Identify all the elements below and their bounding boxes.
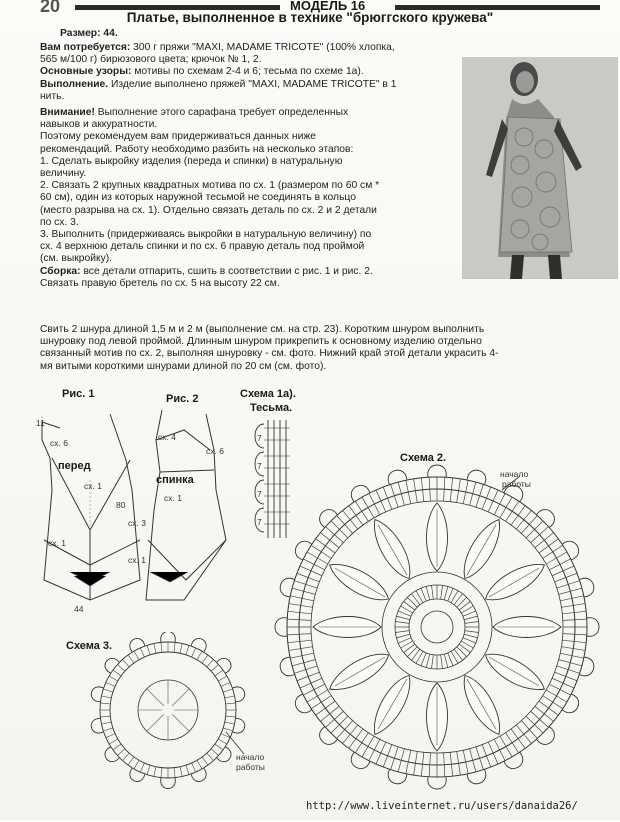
- scheme-3-stitch-mark: [140, 763, 144, 772]
- scheme-3-picot: [90, 718, 103, 735]
- scheme-3-picot: [233, 718, 246, 735]
- size-value: 44.: [103, 28, 118, 39]
- scheme-2-stitch-mark: [476, 484, 483, 507]
- assembly-line-4: шнуровку под левой проймой. Длинным шнуром прикрепить к основному изделию отдельно: [40, 336, 482, 348]
- scheme-3-spoke: [147, 689, 164, 706]
- scheme-3-picot: [217, 747, 234, 765]
- scheme-3-picot: [217, 655, 234, 673]
- scheme-2-stitch-mark: [552, 566, 574, 576]
- execution-text-1: Изделие выполнено пряжей "MAXI, MADAME TRICOTE" в 1: [110, 78, 397, 90]
- scheme-3-stitch-mark: [221, 682, 230, 686]
- scheme-2-stitch-mark: [521, 516, 537, 534]
- figure-1-label: Рис. 1: [62, 388, 95, 400]
- scheme-2-stitch-mark: [539, 701, 558, 715]
- scheme-2-stitch-mark: [391, 747, 398, 770]
- ch1-back-lower: сх. 1: [128, 555, 146, 565]
- scheme-2-inner-stitch: [396, 616, 410, 620]
- scheme-2-inner-stitch: [432, 585, 434, 599]
- scheme-3-stitch-mark: [109, 739, 118, 744]
- body-line: 2. Связать 2 крупных квадратных мотива по сх. 1 (размером по 60 см *: [40, 180, 380, 192]
- scheme-2-stitch-mark: [559, 588, 582, 594]
- scheme-2-stitch-mark: [383, 487, 392, 509]
- scheme-2-start-label: начало: [500, 469, 529, 479]
- scheme-2-stitch-mark: [521, 721, 537, 739]
- scheme-2-inner-stitch: [396, 634, 410, 638]
- scheme-3-stitch-mark: [174, 642, 175, 652]
- scheme-2-stitch-mark: [300, 678, 322, 688]
- scheme-3-stitch-mark: [215, 670, 223, 676]
- scheme-2-stitch-mark: [516, 510, 531, 529]
- body-line: 60 см), один из которых наружной тесьмой не соединять в кольцо: [40, 192, 356, 204]
- patterns-text: мотивы по схемам 2-4 и 6; тесьма по схеме 1а).: [134, 66, 364, 78]
- body-line: (место разрыва на сх. 1). Отдельно связать деталь по сх. 2 и 2 детали: [40, 204, 377, 216]
- scheme-2-stitch-mark: [337, 516, 353, 534]
- scheme-3-stitch-mark: [192, 763, 196, 772]
- scheme-2-stitch-mark: [320, 706, 339, 721]
- scheme-3-stitch-mark: [140, 648, 144, 657]
- scheme-3-stitch-mark: [211, 664, 218, 671]
- materials-text-1: 300 г пряжи "MAXI, MADAME TRICOTE" (100% хлопка,: [133, 42, 395, 53]
- scheme-3-stitch-mark: [128, 655, 134, 663]
- scheme-3-stitch-mark: [117, 749, 124, 756]
- scheme-2-inner-stitch: [441, 585, 443, 599]
- patterns-label: Основные узоры:: [40, 66, 132, 78]
- scheme-3-stitch-mark: [106, 734, 115, 738]
- scheme-2-stitch-mark: [539, 539, 558, 553]
- scheme-2-stitch-mark: [297, 573, 319, 582]
- model-photo: [462, 57, 618, 279]
- scheme-2-stitch-mark: [398, 482, 404, 505]
- attention-text-2: навыков и аккуратности.: [40, 119, 158, 131]
- scheme-2-inner-stitch: [426, 654, 430, 668]
- scheme-2-stitch-mark: [476, 747, 483, 770]
- scheme-2-stitch-mark: [391, 484, 398, 507]
- scheme-2-stitch-mark: [294, 666, 317, 673]
- scheme-2-inner-stitch: [463, 638, 476, 643]
- scheme-2-stitch-mark: [488, 742, 498, 764]
- scheme-2-stitch-mark: [316, 701, 335, 715]
- body-line: 1. Сделать выкройку изделия (переда и спинки) в натуральную: [40, 155, 343, 167]
- scheme-2-stitch-mark: [559, 660, 582, 666]
- scheme-3-stitch-mark: [186, 645, 189, 655]
- scheme-3-stitch-mark: [211, 749, 218, 756]
- scheme-3-stitch-mark: [207, 753, 214, 760]
- body-line: сх. 4 верхнюю деталь спинки и по сх. 6 правую деталь под проймой: [40, 241, 365, 253]
- scheme-3-stitch-mark: [192, 648, 196, 657]
- scheme-3-stitch-mark: [100, 703, 110, 704]
- scheme-2-inner-stitch: [444, 654, 448, 668]
- scheme-2-inner-stitch: [448, 653, 453, 666]
- size-label: Размер:: [60, 28, 101, 39]
- assembly-continued: [40, 324, 615, 373]
- scheme-3-stitch-mark: [174, 768, 175, 778]
- body-line: (см. выкройку).: [40, 253, 113, 265]
- scheme-2-inner-stitch: [444, 586, 448, 600]
- ch1-front-upper: сх. 1: [84, 481, 102, 491]
- dim-80: 80: [116, 500, 126, 510]
- scheme-3-start-label: начало: [236, 752, 265, 762]
- scheme-2-stitch-mark: [531, 527, 549, 543]
- scheme-2-stitch-mark: [320, 533, 339, 548]
- scheme-3-stitch-mark: [147, 765, 150, 775]
- figure-2-label: Рис. 2: [166, 393, 199, 405]
- scheme-3-stitch-mark: [223, 689, 233, 692]
- scheme-2-stitch-mark: [531, 711, 549, 727]
- assembly-line-5: связанный мотив по сх. 2, выполняя шнуровку - см. фото. Нижний край этой детали украсить 4-: [40, 348, 499, 360]
- scheme-2-start-label-2: работы: [502, 479, 531, 489]
- scheme-3-spoke: [172, 689, 189, 706]
- scheme-2-motif-chart: [272, 462, 602, 792]
- size-line: [60, 28, 118, 40]
- scheme-3-stitch-mark: [225, 696, 235, 698]
- scheme-2-stitch-mark: [482, 487, 491, 509]
- braid-count-1: 7: [257, 433, 262, 443]
- scheme-3-stitch-mark: [180, 767, 182, 777]
- scheme-2-inner-stitch: [432, 655, 434, 669]
- scheme-3-stitch-mark: [128, 757, 134, 765]
- scheme-3-stitch-mark: [103, 728, 113, 731]
- scheme-3-stitch-mark: [161, 642, 162, 652]
- scheme-3-stitch-mark: [186, 765, 189, 775]
- scheme-3-title: Схема 3.: [66, 640, 113, 652]
- page-number: 20: [40, 0, 61, 16]
- scheme-2-stitch-mark: [488, 490, 498, 512]
- scheme-1a-title: Схема 1а).: [240, 388, 296, 400]
- scheme-2-stitch-mark: [511, 729, 525, 748]
- ch1-back-upper: сх. 1: [164, 493, 182, 503]
- assembly-line-1: все детали отпарить, сшить в соответствии с рис. 1 и рис. 2.: [83, 265, 373, 277]
- scheme-3-stitch-mark: [202, 757, 208, 765]
- scheme-2-inner-stitch: [426, 586, 430, 600]
- scheme-2-stitch-mark: [343, 510, 358, 529]
- scheme-2-stitch-mark: [482, 745, 491, 767]
- back-label: спинка: [156, 474, 194, 486]
- scheme-3-stitch-mark: [197, 651, 202, 660]
- scheme-3-stitch-mark: [202, 655, 208, 663]
- scheme-3-start-label-2: работы: [236, 762, 265, 772]
- garment-pattern-diagrams: [30, 400, 240, 620]
- model-number: МОДЕЛЬ 16: [290, 0, 366, 13]
- attention-text-1: Выполнение этого сарафана требует определенных: [97, 107, 349, 119]
- scheme-3-motif-chart: [76, 632, 266, 822]
- scheme-2-picot: [587, 618, 599, 637]
- scheme-3-stitch-mark: [226, 716, 236, 717]
- scheme-3-stitch-mark: [226, 703, 236, 704]
- scheme-2-inner-stitch: [398, 638, 411, 643]
- scheme-2-inner-stitch: [464, 616, 478, 620]
- scheme-3-stitch-mark: [154, 767, 156, 777]
- scheme-3-stitch-mark: [113, 744, 121, 750]
- scheme-3-stitch-mark: [103, 689, 113, 692]
- materials-block: [40, 42, 455, 290]
- assembly-line-2: Связать правую бретель по сх. 5 на высоту 22 см.: [40, 277, 280, 289]
- scheme-2-stitch-mark: [470, 749, 476, 772]
- scheme-3-stitch-mark: [122, 659, 129, 666]
- scheme-2-inner-stitch: [395, 622, 409, 624]
- scheme-2-stitch-mark: [535, 706, 554, 721]
- scheme-2-stitch-mark: [343, 725, 358, 744]
- body-line: рекомендаций. Работу необходимо разбить на несколько этапов:: [40, 143, 354, 155]
- scheme-2-picot: [428, 777, 447, 789]
- ch4-label: сх. 4: [158, 432, 176, 442]
- execution-label: Выполнение.: [40, 78, 109, 90]
- body-line: величину.: [40, 168, 87, 180]
- scheme-2-inner-stitch: [395, 631, 409, 633]
- scheme-2-stitch-mark: [557, 581, 580, 588]
- execution-text-2: нить.: [40, 90, 65, 102]
- ch1-front-lower: сх. 1: [48, 538, 66, 548]
- scheme-3-stitch-mark: [218, 739, 227, 744]
- scheme-2-stitch-mark: [552, 678, 574, 688]
- source-url[interactable]: http://www.liveinternet.ru/users/danaida26/: [306, 800, 578, 812]
- model-figure-illustration: [462, 57, 618, 279]
- scheme-2-stitch-mark: [349, 506, 363, 525]
- scheme-2-stitch-mark: [555, 573, 577, 582]
- scheme-3-stitch-mark: [154, 643, 156, 653]
- scheme-2-stitch-mark: [292, 660, 315, 666]
- materials-text-2: 565 м/100 г) бирюзового цвета; крючок № 1, 2.: [40, 54, 262, 66]
- ch3-label: сх. 3: [128, 518, 146, 528]
- dim-44: 44: [74, 604, 84, 614]
- scheme-3-stitch-mark: [106, 682, 115, 686]
- scheme-3-stitch-mark: [134, 760, 139, 769]
- scheme-3-stitch-mark: [134, 651, 139, 660]
- assembly-line-6: мя витыми короткими шнурами длиной по 20 см (см. фото).: [40, 360, 327, 372]
- scheme-3-stitch-mark: [225, 722, 235, 724]
- front-label: перед: [58, 460, 91, 472]
- scheme-2-stitch-mark: [300, 566, 322, 576]
- scheme-2-inner-stitch: [421, 588, 426, 601]
- scheme-3-stitch-mark: [147, 645, 150, 655]
- scheme-3-picot: [90, 685, 103, 702]
- materials-label: Вам потребуется:: [40, 42, 131, 53]
- scheme-2-stitch-mark: [376, 490, 386, 512]
- scheme-3-picot: [233, 685, 246, 702]
- body-line: по сх. 3.: [40, 216, 79, 228]
- assembly-line-3: Свить 2 шнура длиной 1,5 м и 2 м (выполнение см. на стр. 23). Коротким шнуром выполнить: [40, 324, 485, 335]
- scheme-2-stitch-mark: [383, 745, 392, 767]
- scheme-2-inner-stitch: [398, 611, 411, 616]
- scheme-2-picot: [428, 465, 447, 477]
- ch6-label-front: сх. 6: [50, 438, 68, 448]
- scheme-3-stitch-mark: [122, 753, 129, 760]
- scheme-2-picot: [275, 618, 287, 637]
- assembly-label: Сборка:: [40, 265, 81, 277]
- scheme-2-stitch-mark: [398, 749, 404, 772]
- scheme-2-stitch-mark: [326, 711, 344, 727]
- scheme-3-stitch-mark: [161, 768, 162, 778]
- scheme-3-stitch-mark: [223, 728, 233, 731]
- scheme-2-stitch-mark: [535, 533, 554, 548]
- scheme-3-picot: [161, 632, 176, 642]
- tesma-title: Тесьма.: [250, 402, 293, 414]
- scheme-2-stitch-mark: [511, 506, 525, 525]
- braid-count-3: 7: [257, 489, 262, 499]
- scheme-2-stitch-mark: [292, 588, 315, 594]
- body-line: Поэтому рекомендуем вам придерживаться данных ниже: [40, 131, 316, 143]
- scheme-2-title: Схема 2.: [400, 452, 447, 464]
- scheme-2-stitch-mark: [557, 666, 580, 673]
- scheme-2-inner-stitch: [464, 634, 478, 638]
- scheme-3-stitch-mark: [180, 643, 182, 653]
- dim-11: 11: [36, 418, 45, 428]
- scheme-2-stitch-mark: [349, 729, 363, 748]
- braid-count-2: 7: [257, 461, 262, 471]
- scheme-2-stitch-mark: [326, 527, 344, 543]
- scheme-3-stitch-mark: [218, 676, 227, 681]
- scheme-2-inner-stitch: [465, 622, 479, 624]
- scheme-2-inner-stitch: [421, 653, 426, 666]
- scheme-2-stitch-mark: [337, 721, 353, 739]
- scheme-3-spoke: [172, 714, 189, 731]
- scheme-2-stitch-mark: [297, 672, 319, 681]
- scheme-2-stitch-mark: [294, 581, 317, 588]
- scheme-3-picot: [102, 655, 119, 673]
- braid-count-4: 7: [257, 517, 262, 527]
- scheme-3-stitch-mark: [117, 664, 124, 671]
- scheme-2-inner-stitch: [463, 611, 476, 616]
- scheme-3-stitch-mark: [101, 722, 111, 724]
- scheme-3-stitch-mark: [101, 696, 111, 698]
- scheme-2-stitch-mark: [516, 725, 531, 744]
- scheme-2-stitch-mark: [316, 539, 335, 553]
- scheme-2-stitch-mark: [376, 742, 386, 764]
- scheme-3-picot: [102, 747, 119, 765]
- scheme-2-inner-stitch: [441, 655, 443, 669]
- scheme-2-inner-stitch: [465, 631, 479, 633]
- scheme-2-inner-stitch: [448, 588, 453, 601]
- body-line: 3. Выполнить (придерживаясь выкройки в натуральную величину) по: [40, 229, 372, 241]
- scheme-3-stitch-mark: [215, 744, 223, 750]
- ch6-label-back: сх. 6: [206, 446, 224, 456]
- scheme-3-stitch-mark: [100, 716, 110, 717]
- scheme-3-stitch-mark: [207, 659, 214, 666]
- page-title: Платье, выполненное в технике "брюггского кружева": [126, 10, 494, 25]
- scheme-3-stitch-mark: [109, 676, 118, 681]
- scheme-2-stitch-mark: [555, 672, 577, 681]
- scheme-2-stitch-mark: [470, 482, 476, 505]
- attention-label: Внимание!: [40, 107, 95, 119]
- scheme-3-spoke: [147, 714, 164, 731]
- scheme-3-picot: [161, 778, 176, 789]
- scheme-3-stitch-mark: [197, 760, 202, 769]
- scheme-3-stitch-mark: [113, 670, 121, 676]
